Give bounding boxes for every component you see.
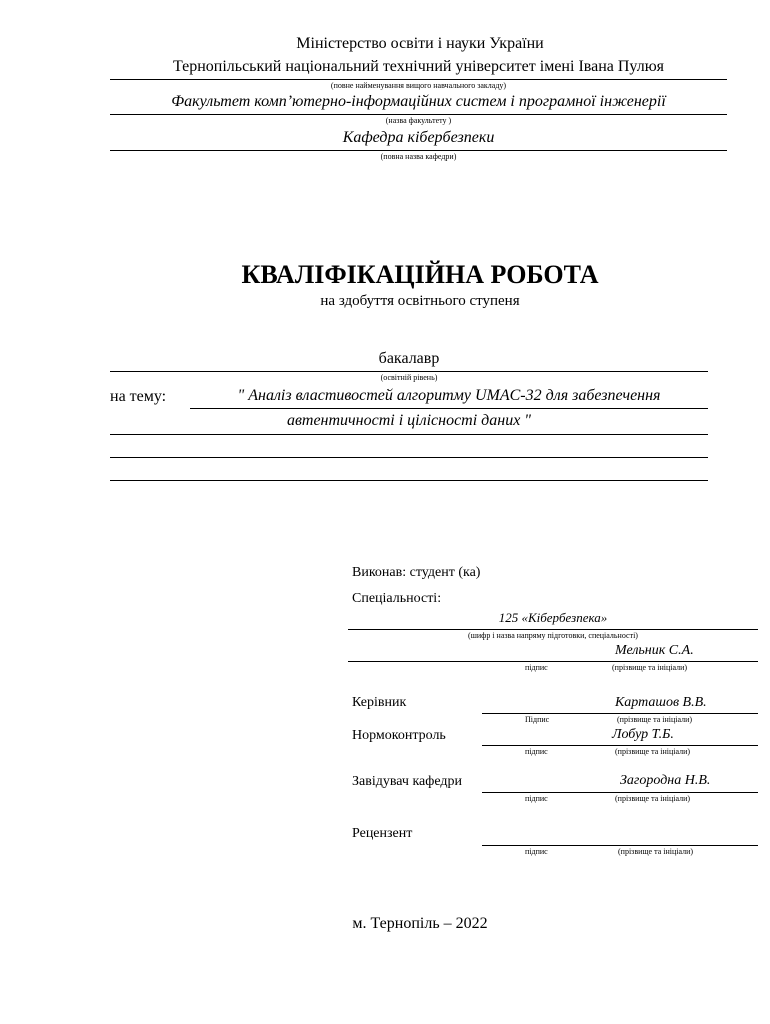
faculty-name: Факультет комп’ютерно-інформаційних систем і програмної інженерії (171, 93, 666, 110)
specialty-value: 125 «Кібербезпека» (498, 610, 608, 625)
normcontrol-name: Лобур Т.Б. (612, 727, 674, 742)
normcontrol-underline (482, 745, 758, 746)
topic-underline-1 (190, 408, 708, 409)
reviewer-underline (482, 845, 758, 846)
supervisor-underline (482, 713, 758, 714)
topic-label: на тему: (110, 388, 167, 405)
supervisor-name-caption: (прізвище та ініціали) (617, 715, 693, 724)
topic-underline-3 (110, 457, 708, 458)
reviewer-name-caption: (прізвище та ініціали) (618, 847, 694, 856)
head-underline (482, 792, 758, 793)
specialty-label: Спеціальності: (352, 591, 442, 606)
topic-underline-2 (110, 434, 708, 435)
topic-line-1: " Аналіз властивостей алгоритму UMAC-32 для забезпечення (237, 387, 661, 404)
reviewer-sign-caption: підпис (525, 847, 548, 856)
specialty-underline (348, 629, 758, 630)
supervisor-label: Керівник (352, 695, 407, 710)
reviewer-label: Рецензент (352, 826, 413, 841)
student-sign-caption: підпис (525, 663, 548, 672)
document-subtitle: на здобуття освітнього ступеня (320, 293, 520, 309)
student-label: Виконав: студент (ка) (352, 565, 481, 580)
head-name: Загородна Н.В. (620, 773, 711, 788)
head-label: Завідувач кафедри (352, 774, 462, 789)
normcontrol-name-caption: (прізвище та ініціали) (615, 747, 691, 756)
faculty-caption: (назва факультету ) (385, 116, 452, 125)
student-underline (348, 661, 758, 662)
department-caption: (повна назва кафедри) (380, 152, 457, 161)
city-year: м. Тернопіль – 2022 (352, 915, 488, 932)
head-sign-caption: підпис (525, 794, 548, 803)
supervisor-sign-caption: Підпис (525, 715, 550, 724)
university-underline (110, 79, 727, 80)
department-name: Кафедра кібербезпеки (342, 129, 495, 146)
ministry-name: Міністерство освіти і науки України (296, 35, 544, 52)
degree-value: бакалавр (378, 350, 440, 367)
student-name: Мельник С.А. (615, 643, 694, 658)
document-title: КВАЛІФІКАЦІЙНА РОБОТА (241, 260, 599, 289)
normcontrol-sign-caption: підпис (525, 747, 548, 756)
topic-underline-4 (110, 480, 708, 481)
department-underline (110, 150, 727, 151)
normcontrol-label: Нормоконтроль (352, 728, 446, 743)
topic-line-2: автентичності і цілісності даних " (286, 412, 532, 429)
faculty-underline (110, 114, 727, 115)
degree-caption: (освітній рівень) (380, 373, 438, 382)
degree-underline (110, 371, 708, 372)
university-caption: (повне найменування вищого навчального закладу) (330, 81, 507, 90)
supervisor-name: Карташов В.В. (615, 695, 707, 710)
specialty-caption: (шифр і назва напряму підготовки, спеціальності) (468, 631, 638, 640)
university-name: Тернопільський національний технічний університет імені Івана Пулюя (172, 58, 665, 75)
student-name-caption: (прізвище та ініціали) (612, 663, 688, 672)
head-name-caption: (прізвище та ініціали) (615, 794, 691, 803)
